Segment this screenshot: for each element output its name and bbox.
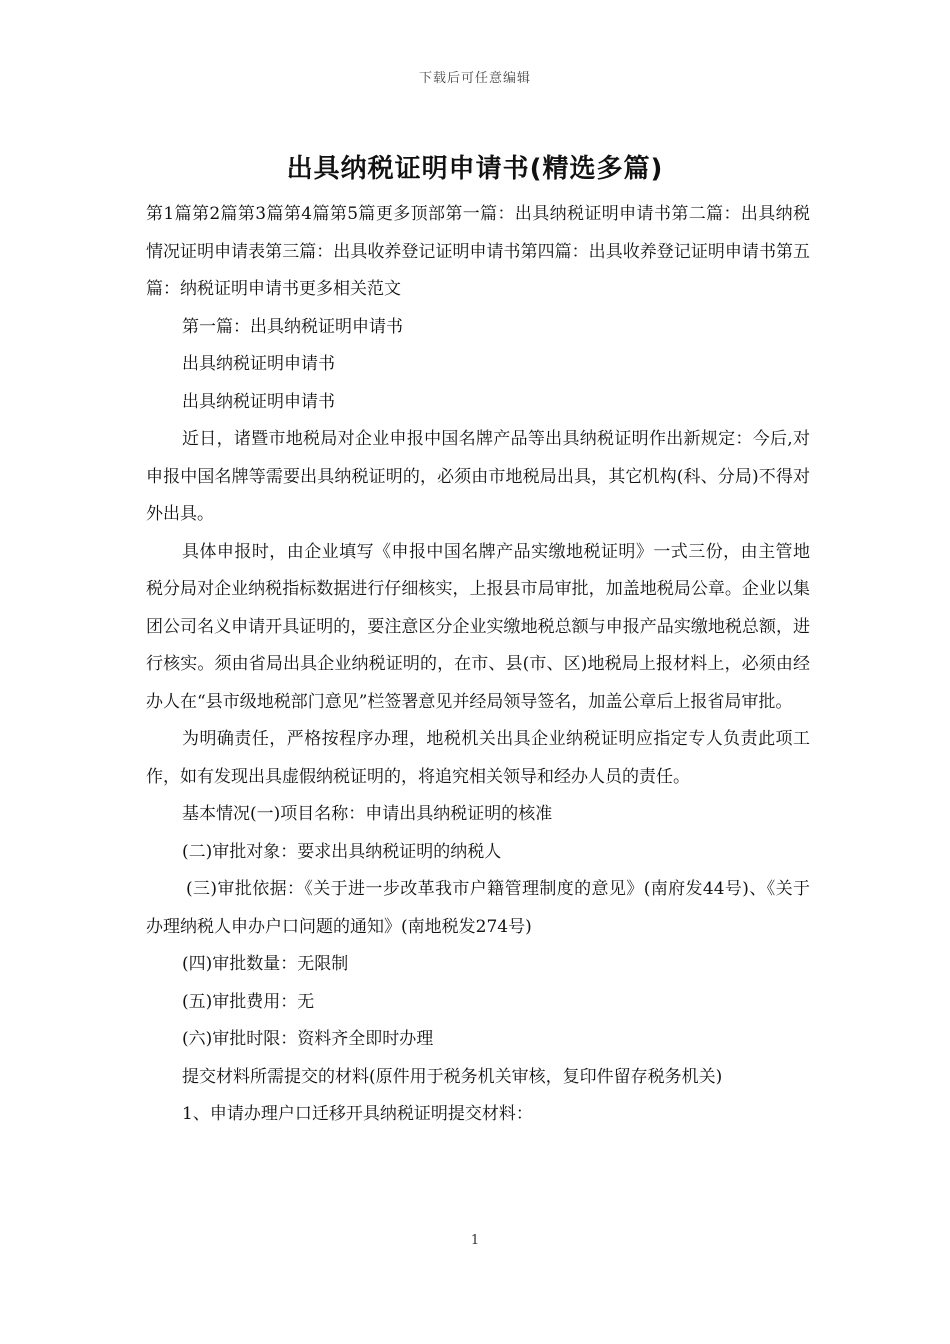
list-item: (六)审批时限：资料齐全即时办理	[182, 1029, 434, 1049]
header-note: 下载后可任意编辑	[418, 71, 531, 86]
list-item: 基本情况(一)项目名称：申请出具纳税证明的核准	[182, 804, 553, 824]
list-item: (五)审批费用：无	[182, 991, 315, 1012]
document-body	[146, 196, 810, 1134]
list-item: (二)审批对象：要求出具纳税证明的纳税人	[182, 841, 502, 862]
body-paragraph: 具体申报时，由企业填写《申报中国名牌产品实缴地税证明》一式三份，由主管地税分局对企业纳税指标数据进行仔细核实，上报县市局审批，加盖地税局公章。企业以集团公司名义申请开具证明的，要注意区分企业实缴地税总额与申报产品实缴地税总额，进行核实。须由省局出具企业纳税证明的，在市、县(市、区)地税局上报材料上，必须由经办人在“县市级地税部门意见”栏签署意见并经局领导签名，加盖公章后上报省局审批。	[146, 541, 810, 712]
document-title: 出具纳税证明申请书(精选多篇)	[286, 154, 664, 184]
body-paragraph: 近日，诸暨市地税局对企业申报中国名牌产品等出具纳税证明作出新规定：今后,对申报中国名牌等需要出具纳税证明的，必须由市地税局出具，其它机构(科、分局)不得对外出具。	[146, 429, 810, 524]
subheading: 出具纳税证明申请书	[182, 354, 335, 374]
list-item: (三)审批依据：《关于进一步改革我市户籍管理制度的意见》(南府发44号)、《关于办理纳税人申办户口问题的通知》(南地税发274号)	[146, 879, 810, 937]
table-of-contents-paragraph: 第1篇第2篇第3篇第4篇第5篇更多顶部第一篇：出具纳税证明申请书第二篇：出具纳税情况证明申请表第三篇：出具收养登记证明申请书第四篇：出具收养登记证明申请书第五篇：纳税证明申请书更多相关范文	[146, 204, 810, 299]
body-paragraph: 为明确责任，严格按程序办理，地税机关出具企业纳税证明应指定专人负责此项工作，如有发现出具虚假纳税证明的，将追究相关领导和经办人员的责任。	[146, 729, 810, 787]
body-paragraph: 提交材料所需提交的材料(原件用于税务机关审核，复印件留存税务机关)	[182, 1066, 723, 1087]
subheading: 出具纳税证明申请书	[182, 391, 335, 412]
list-item: (四)审批数量：无限制	[182, 954, 349, 974]
page-number: 1	[470, 1233, 480, 1248]
list-item: 1、申请办理户口迁移开具纳税证明提交材料：	[182, 1104, 533, 1124]
section-heading: 第一篇：出具纳税证明申请书	[182, 316, 403, 337]
